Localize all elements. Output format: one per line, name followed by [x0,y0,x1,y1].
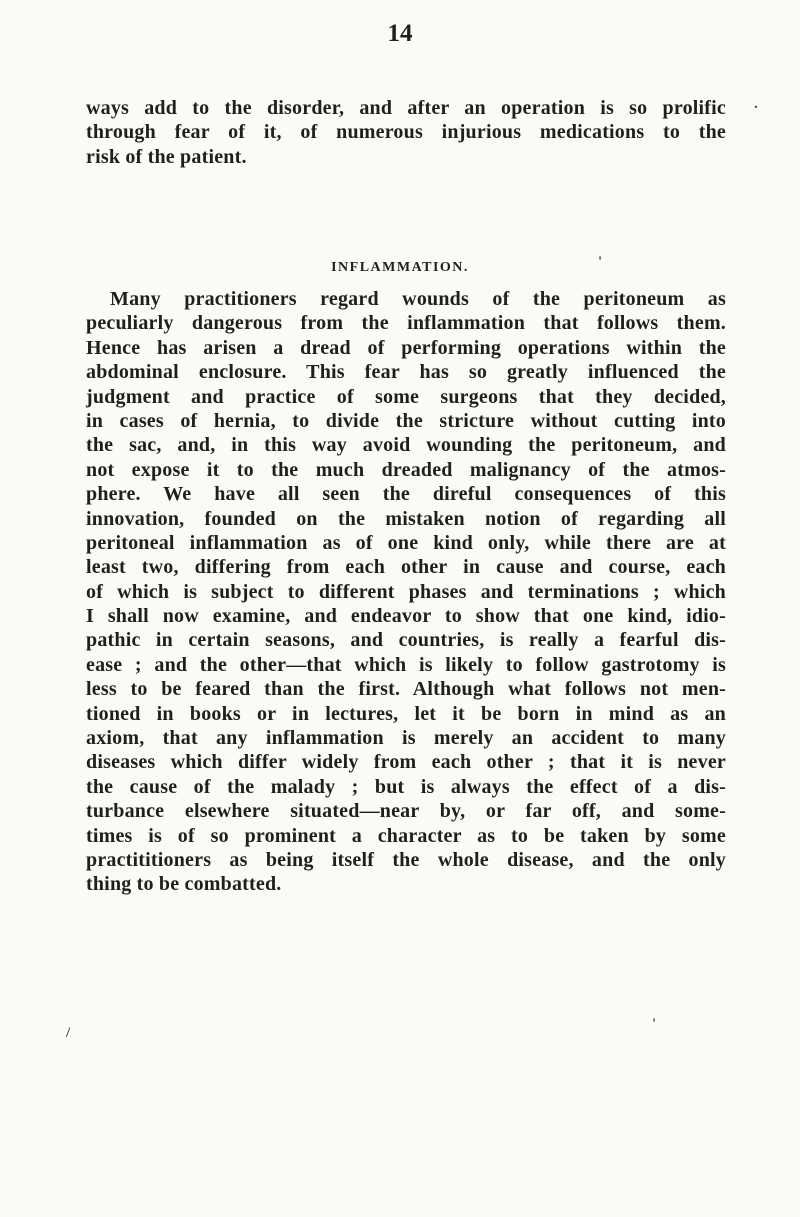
stray-mark: ' [652,1016,657,1032]
text-line: pathic in certain seasons, and countries, is really a fearful dis- [86,629,726,652]
intro-paragraph [86,96,726,169]
stray-mark: / [66,1025,71,1041]
text-line: in cases of hernia, to divide the stricture without cutting into [86,409,726,432]
text-line: the sac, and, in this way avoid wounding the peritoneum, and [86,434,726,457]
text-line: Hence has arisen a dread of performing operations within the [86,336,726,359]
stray-mark: ' [598,254,603,270]
text-line: peculiarly dangerous from the inflammation that follows them. [86,312,726,335]
text-line: times is of so prominent a character as to be taken by some [86,824,726,847]
text-line: thing to be combatted. [86,873,282,896]
text-line: ways add to the disorder, and after an operation is so prolific [86,97,726,119]
text-line: diseases which differ widely from each other ; that it is never [86,751,726,774]
text-line: judgment and practice of some surgeons that they decided, [86,385,726,408]
text-line: least two, differing from each other in cause and course, each [86,556,726,579]
text-line: of which is subject to different phases and terminations ; which [86,580,726,603]
text-line: the cause of the malady ; but is always the effect of a dis- [86,775,726,798]
text-line: I shall now examine, and endeavor to show that one kind, idio- [86,605,726,628]
text-line: Many practitioners regard wounds of the peritoneum as [110,288,726,310]
page-number: 14 [387,20,413,47]
text-line: innovation, founded on the mistaken notion of regarding all [86,507,726,530]
stray-mark: . [754,96,758,112]
text-line: ease ; and the other—that which is likely to follow gastrotomy is [86,653,726,676]
text-line: peritoneal inflammation as of one kind only, while there are at [86,531,726,554]
text-line: less to be feared than the first. Although what follows not men- [86,678,726,701]
text-line: through fear of it, of numerous injurious medications to the [86,121,726,144]
text-line: risk of the patient. [86,145,247,168]
text-line: tioned in books or in lectures, let it be born in mind as an [86,702,726,725]
text-line: abdominal enclosure. This fear has so greatly influenced the [86,361,726,384]
text-line: turbance elsewhere situated—near by, or far off, and some- [86,800,726,823]
text-line: not expose it to the much dreaded malignancy of the atmos- [86,458,726,481]
body-paragraph [86,287,726,897]
text-line: practititioners as being itself the whole disease, and the only [86,848,726,871]
text-line: axiom, that any inflammation is merely an accident to many [86,727,726,750]
text-line: phere. We have all seen the direful consequences of this [86,483,726,506]
section-heading: INFLAMMATION. [331,260,469,275]
